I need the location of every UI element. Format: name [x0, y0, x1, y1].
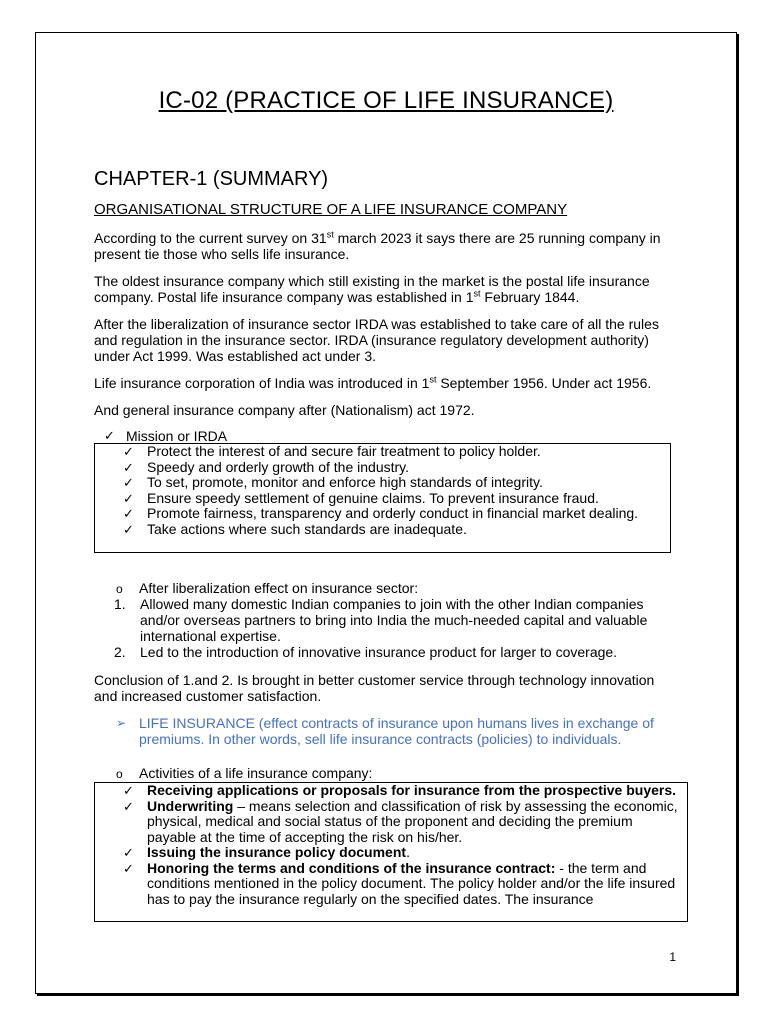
circle-bullet-icon: o: [116, 582, 123, 596]
activity-item: ✓ Issuing the insurance policy document.: [123, 844, 410, 860]
activity-item: ✓ Underwriting – means selection and classification of risk by assessing the economic, physical, medical and social status of the proponent and deciding the premium payable at the time of accepting the risk on his/her.: [123, 797, 678, 845]
mission-item: ✓ Protect the interest of and secure fair treatment to policy holder.: [123, 443, 541, 459]
checkmark-icon: ✓: [123, 459, 134, 475]
activity-item: ✓ Honoring the terms and conditions of the insurance contract: - the term and conditions mentioned in the policy document. The policy holder and/or the life insured has to pay the insurance regularly on the specified dates. The insurance: [123, 859, 676, 907]
mission-item: ✓ Speedy and orderly growth of the industry.: [123, 458, 410, 475]
circle-bullet-icon: o: [116, 767, 123, 781]
document-title: IC-02 (PRACTICE OF LIFE INSURANCE): [158, 87, 614, 114]
checkmark-icon: ✓: [123, 860, 134, 876]
paragraph-conclusion: Conclusion of 1.and 2. Is brought in better customer service through technology innovation and increased customer satisfaction.: [94, 672, 655, 704]
checkmark-icon: ✓: [123, 490, 134, 506]
chapter-heading: CHAPTER-1 (SUMMARY): [94, 168, 329, 190]
checkmark-icon: ✓: [123, 506, 134, 521]
mission-box: [94, 443, 671, 553]
liberalization-item: 2. Led to the introduction of innovative insurance product for larger to coverage.: [114, 644, 618, 660]
life-insurance-definition: ➢ LIFE INSURANCE (effect contracts of insurance upon humans lives in exchange of premiums. In other words, sell life insurance contracts (policies) to individuals.: [116, 715, 654, 747]
arrow-bullet-icon: ➢: [116, 716, 127, 730]
liberalization-list: [114, 596, 674, 660]
item-number: 2.: [114, 644, 126, 660]
paragraph-general-insurance: And general insurance company after (Nationalism) act 1972.: [94, 402, 475, 418]
checkmark-icon: ✓: [123, 521, 134, 537]
checkmark-icon: ✓: [123, 444, 134, 459]
activity-item: ✓ Receiving applications or proposals for insurance from the prospective buyers.: [123, 782, 677, 798]
checkmark-icon: ✓: [123, 798, 134, 814]
activities-box: [94, 782, 688, 922]
liberalization-item: 1. Allowed many domestic Indian companies to join with the other Indian companies and/or overseas partners to bring into India the much-needed capital and valuable international expertise.: [114, 596, 648, 644]
item-number: 1.: [114, 596, 126, 612]
mission-item: ✓ Take actions where such standards are inadequate.: [123, 520, 467, 537]
checkmark-icon: ✓: [104, 428, 115, 443]
activities-list: [123, 783, 678, 907]
paragraph-current-survey: According to the current survey on 31st march 2023 it says there are 25 running company in present tie those who sells life insurance.: [94, 229, 661, 262]
paragraph-lic: Life insurance corporation of India was introduced in 1st September 1956. Under act 1956.: [94, 374, 652, 391]
checkmark-icon: ✓: [123, 475, 134, 490]
paragraph-liberalization-irda: After the liberalization of insurance sector IRDA was established to take care of all the rules and regulation in the insurance sector. IRDA (insurance regulatory development authority) under Act 1999. Was established act under 3.: [94, 316, 659, 364]
mission-item: ✓ To set, promote, monitor and enforce high standards of integrity.: [123, 474, 543, 490]
section-subheading: ORGANISATIONAL STRUCTURE OF A LIFE INSURANCE COMPANY: [94, 201, 568, 218]
mission-list: [123, 444, 663, 537]
checkmark-icon: ✓: [123, 845, 134, 860]
checkmark-icon: ✓: [123, 783, 134, 798]
mission-item: ✓ Promote fairness, transparency and orderly conduct in financial market dealing.: [123, 505, 639, 521]
document-page: IC-02 (PRACTICE OF LIFE INSURANCE) CHAPTER-1 (SUMMARY) ORGANISATIONAL STRUCTURE OF A LIFE INSURANCE COMPANY According to the current survey on 31st march 2023 it says there are 25 running company in present tie those who sells life insurance. The oldest insurance company which still existing in the market is the postal life insurance company. Postal life insurance company was established in 1st February 1844. After the liberalization of insurance sector IRDA was established to take care of all the rules and regulation in the insurance sector. IRDA (insurance regulatory development authority) under Act 1999. Was established act under 3. Life insurance corporation of India was introduced in 1st September 1956. Under act 1956. And general insurance company after (Nationalism) act 1972. ✓ Mission or IRDA ✓ Protect the interest of and secure fair treatment to policy holder. ✓ Speedy and orderly growth of the industry. ✓ To set, promote, monitor and enforce high standards of integrity. ✓ Ensure speedy settlement of genuine claims. To prevent insurance fraud. ✓ Promote fairness, transparency and orderly conduct in financial market dealing. ✓ Take actions where such standards are inadequate. o After liberalization effect on insurance sector: 1. Allowed many domestic Indian companies to join with the other Indian companies and/or overseas partners to bring into India the much-needed capital and valuable international expertise. 2. Led to the introduction of innovative insurance product for larger to coverage. Conclusion of 1.and 2. Is brought in better customer service through technology innovation and increased customer satisfaction. ➢ LIFE INSURANCE (effect contracts of insurance upon humans lives in exchange of premiums. In other words, sell life insurance contracts (policies) to individuals. o Activities of a life insurance company: ✓ Receiving applications or proposals for insurance from the prospective buyers. ✓ Underwriting – means selection and classification of risk by assessing the economic, physical, medical and social status of the proponent and deciding the premium payable at the time of accepting the risk on his/her. ✓ Issuing the insurance policy document. ✓ Honoring the terms and conditions of the insurance contract: - the term and conditions mentioned in the policy document. The policy holder and/or the life insured has to pay the insurance regularly on the specified dates. The insurance 1: [35, 32, 737, 994]
mission-item: ✓ Ensure speedy settlement of genuine claims. To prevent insurance fraud.: [123, 489, 599, 506]
page-number: 1: [669, 950, 676, 964]
paragraph-oldest-company: The oldest insurance company which still existing in the market is the postal life insurance company. Postal life insurance company was established in 1st February 1844.: [94, 273, 650, 305]
